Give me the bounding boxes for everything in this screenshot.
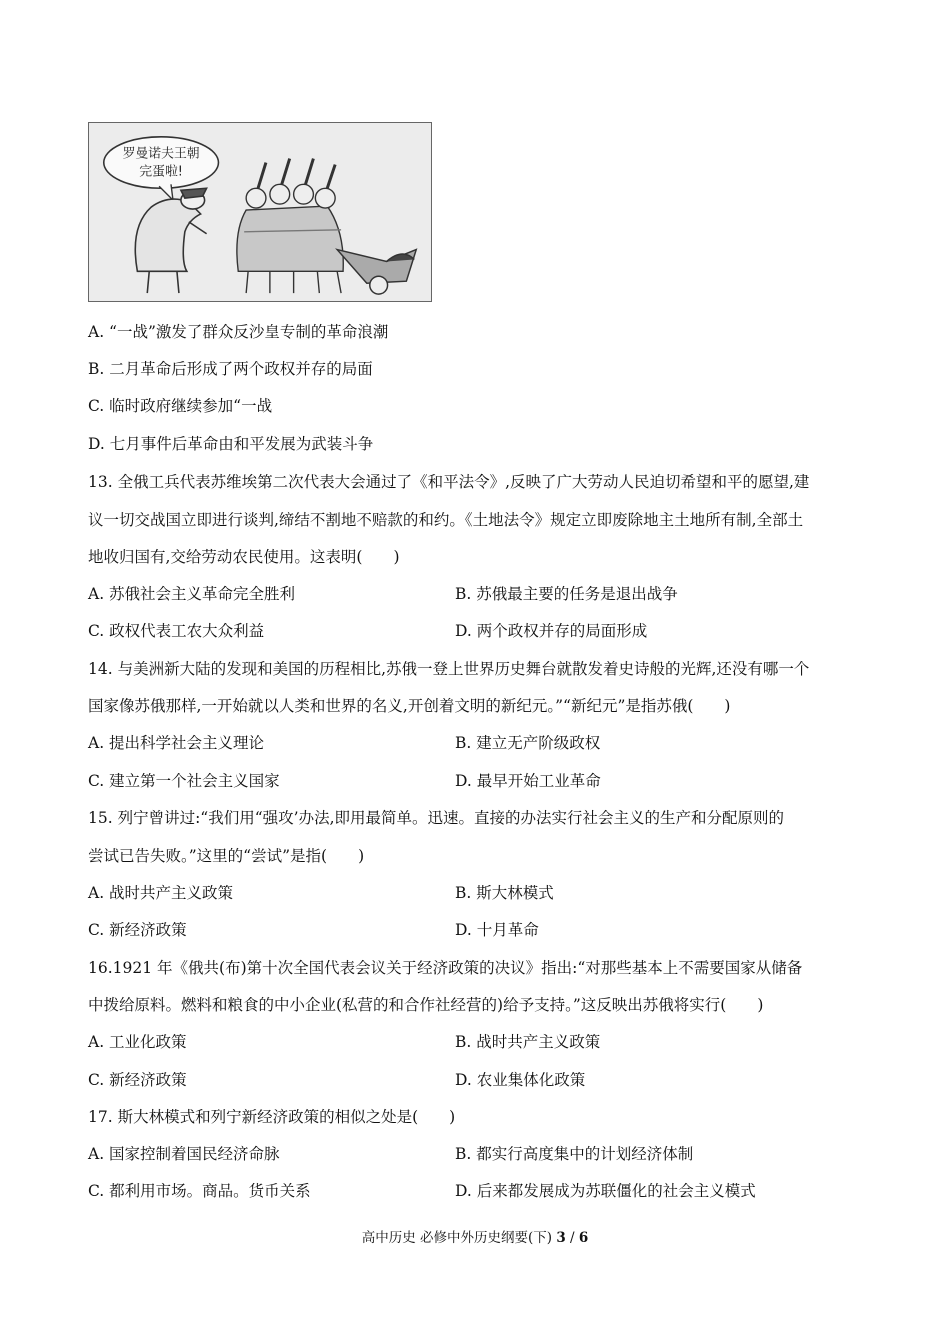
q14-option-c: C. 建立第一个社会主义国家 [88,772,280,790]
page-footer [0,1226,950,1246]
q15-option-d: D. 十月革命 [455,921,539,939]
q14-option-d: D. 最早开始工业革命 [455,772,601,790]
footer-separator: / [570,1230,575,1246]
q16-option-a: A. 工业化政策 [88,1033,187,1051]
q13-stem-line3: 地收归国有,交给劳动农民使用。这表明( ) [88,548,400,566]
q13-option-a: A. 苏俄社会主义革命完全胜利 [88,585,296,603]
cartoon-illustration [88,122,432,302]
q12-option-d: D. 七月事件后革命由和平发展为武装斗争 [88,435,374,453]
q12-option-a: A. “一战”激发了群众反沙皇专制的革命浪潮 [88,323,389,341]
q16-option-b: B. 战时共产主义政策 [455,1033,601,1051]
q17-option-d: D. 后来都发展成为苏联僵化的社会主义模式 [455,1182,756,1200]
q17-stem-line1: 17. 斯大林模式和列宁新经济政策的相似之处是( ) [88,1108,456,1126]
q13-option-b: B. 苏俄最主要的任务是退出战争 [455,585,678,603]
speech-bubble [104,137,219,188]
q14-stem-line2: 国家像苏俄那样,一开始就以人类和世界的名义,开创着文明的新纪元。”“新纪元”是指苏俄( ) [88,697,731,715]
q13-stem-line2: 议一切交战国立即进行谈判,缔结不割地不赔款的和约。《土地法令》规定立即废除地主土地所有制,全部土 [88,511,804,529]
q17-option-a: A. 国家控制着国民经济命脉 [88,1145,280,1163]
q15-option-b: B. 斯大林模式 [455,884,554,902]
q16-option-d: D. 农业集体化政策 [455,1071,586,1089]
footer-page-number: 3 [556,1230,566,1246]
q16-stem-line1: 16.1921 年《俄共(布)第十次全国代表会议关于经济政策的决议》指出:“对那些基本上不需要国家从储备 [88,959,803,977]
q12-option-b: B. 二月革命后形成了两个政权并存的局面 [88,360,373,378]
footer-subject: 高中历史 必修中外历史纲要(下) [361,1230,553,1246]
q16-option-c: C. 新经济政策 [88,1071,187,1089]
q15-stem-line1: 15. 列宁曾讲过:“我们用“强攻’办法,即用最简单。迅速。直接的办法实行社会主义的生产和分配原则的 [88,809,785,827]
q16-stem-line2: 中拨给原料。燃料和粮食的中小企业(私营的和合作社经营的)给予支持。”这反映出苏俄将实行( ) [88,996,764,1014]
q14-option-a: A. 提出科学社会主义理论 [88,734,265,752]
q13-stem-line1: 13. 全俄工兵代表苏维埃第二次代表大会通过了《和平法令》,反映了广大劳动人民迫切希望和平的愿望,建 [88,473,810,491]
q14-option-b: B. 建立无产阶级政权 [455,734,601,752]
q17-option-b: B. 都实行高度集中的计划经济体制 [455,1145,694,1163]
q15-option-c: C. 新经济政策 [88,921,187,939]
q14-stem-line1: 14. 与美洲新大陆的发现和美国的历程相比,苏俄一登上世界历史舞台就散发着史诗般的光辉,还没有哪一个 [88,660,810,678]
q13-option-d: D. 两个政权并存的局面形成 [455,622,648,640]
q17-option-c: C. 都利用市场。商品。货币关系 [88,1182,311,1200]
q15-stem-line2: 尝试已告失败。”这里的“尝试”是指( ) [88,847,365,865]
q13-option-c: C. 政权代表工农大众利益 [88,622,265,640]
bubble-line1: 罗曼诺夫王朝 [122,146,200,162]
q12-option-c: C. 临时政府继续参加“一战 [88,397,273,415]
footer-page-total: 6 [578,1230,589,1246]
bubble-line2: 完蛋啦! [139,164,183,180]
q15-option-a: A. 战时共产主义政策 [88,884,234,902]
